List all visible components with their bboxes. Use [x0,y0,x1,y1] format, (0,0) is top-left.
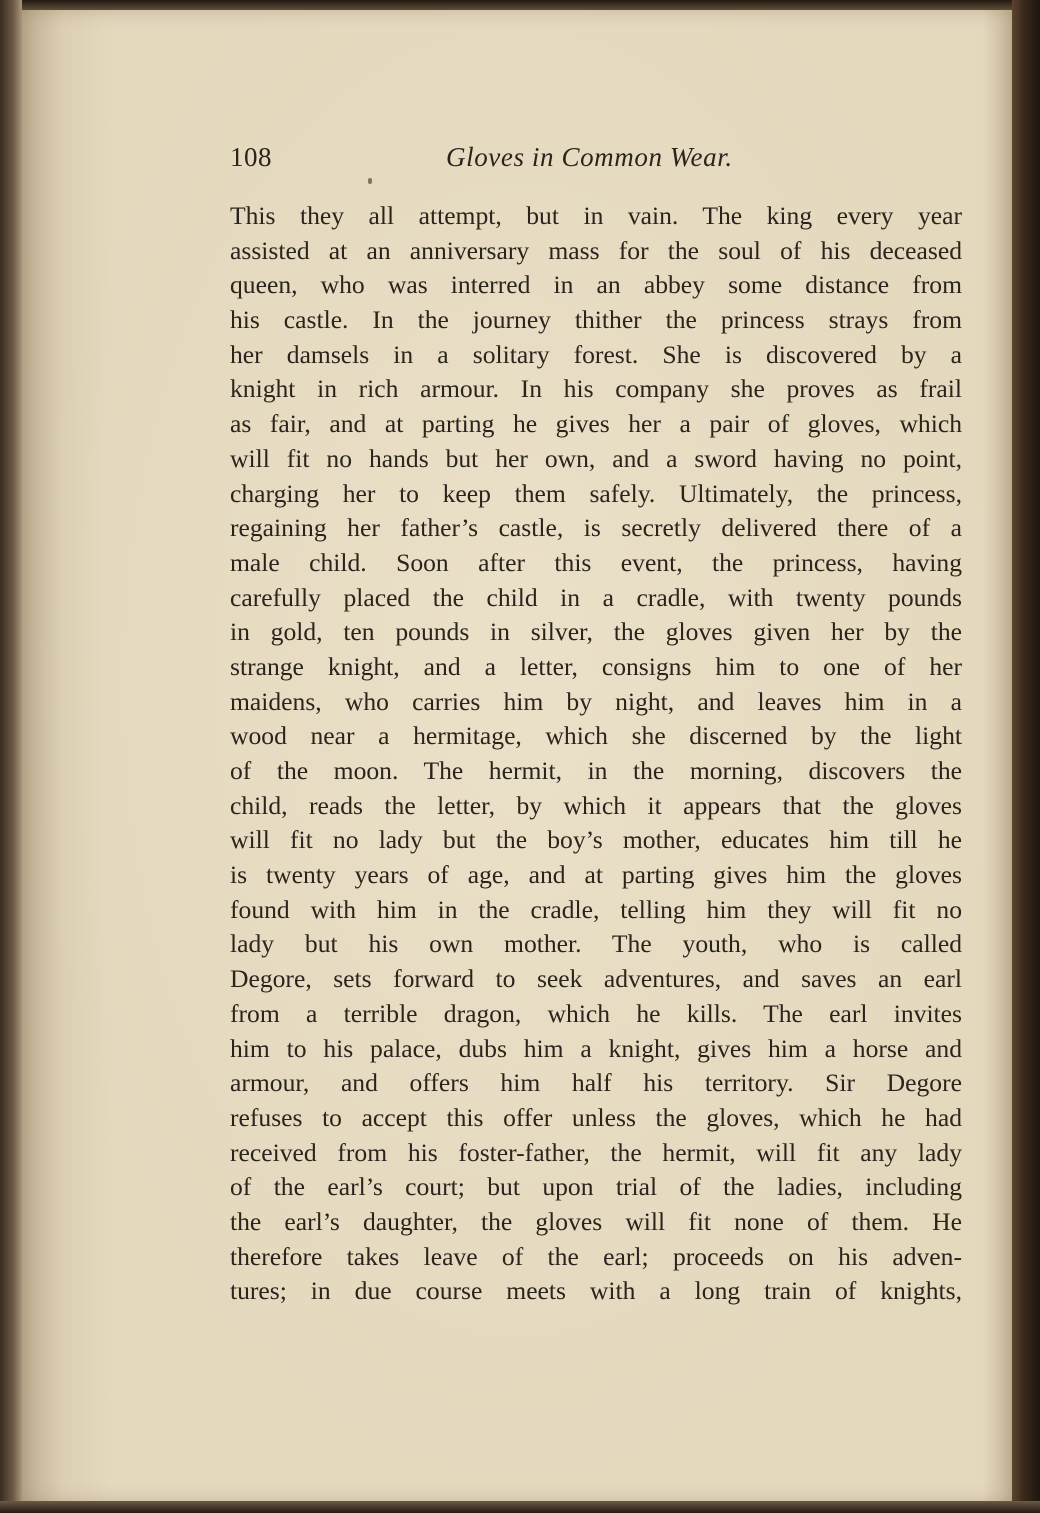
page-right-edge [1012,0,1040,1513]
text-line: is twenty years of age, and at parting gives him the gloves [230,860,962,890]
text-line: knight in rich armour. In his company she proves as frail [230,374,962,404]
text-line: from a terrible dragon, which he kills. The earl invites [230,998,962,1028]
text-line: assisted at an anniversary mass for the soul of his deceased [230,235,962,265]
text-line: therefore takes leave of the earl; proceeds on his adven- [230,1241,962,1271]
page-spine-edge [0,0,22,1513]
text-line: male child. Soon after this event, the princess, having [230,547,962,577]
text-line: Degore, sets forward to seek adventures, and saves an earl [230,964,962,994]
page-header [230,140,960,180]
text-line: tures; in due course meets with a long train of knights, [230,1276,962,1306]
text-line: of the earl’s court; but upon trial of the ladies, including [230,1172,962,1202]
text-line: This they all attempt, but in vain. The king every year [230,201,962,230]
page-bottom-edge [0,1501,1040,1513]
text-line: wood near a hermitage, which she discerned by the light [230,721,962,751]
text-line: regaining her father’s castle, is secretly delivered there of a [230,513,962,543]
page-top-edge [0,0,1040,10]
text-line: strange knight, and a letter, consigns him to one of her [230,651,962,681]
running-title: Gloves in Common Wear. [446,142,733,172]
text-line: queen, who was interred in an abbey some distance from [230,270,962,300]
text-line: carefully placed the child in a cradle, with twenty pounds [230,582,962,612]
text-line: the earl’s daughter, the gloves will fit none of them. He [230,1206,962,1236]
body-text [230,199,962,1309]
text-line: found with him in the cradle, telling him they will fit no [230,894,962,924]
text-line: in gold, ten pounds in silver, the gloves given her by the [230,617,962,647]
text-line: armour, and offers him half his territory. Sir Degore [230,1068,962,1098]
text-line: will fit no hands but her own, and a sword having no point, [230,443,962,473]
text-line: lady but his own mother. The youth, who is called [230,929,962,959]
text-line: refuses to accept this offer unless the gloves, which he had [230,1102,962,1132]
text-line: received from his foster-father, the hermit, will fit any lady [230,1137,962,1167]
page-number: 108 [230,142,272,172]
text-line: maidens, who carries him by night, and leaves him in a [230,686,962,716]
text-line: him to his palace, dubs him a knight, gives him a horse and [230,1033,962,1063]
text-line: his castle. In the journey thither the princess strays from [230,305,962,335]
text-line: charging her to keep them safely. Ultimately, the princess, [230,478,962,508]
text-line: her damsels in a solitary forest. She is discovered by a [230,339,962,369]
text-line: child, reads the letter, by which it appears that the gloves [230,790,962,820]
text-line: of the moon. The hermit, in the morning, discovers the [230,756,962,785]
text-line: will fit no lady but the boy’s mother, educates him till he [230,825,962,855]
text-line: as fair, and at parting he gives her a pair of gloves, which [230,409,962,439]
